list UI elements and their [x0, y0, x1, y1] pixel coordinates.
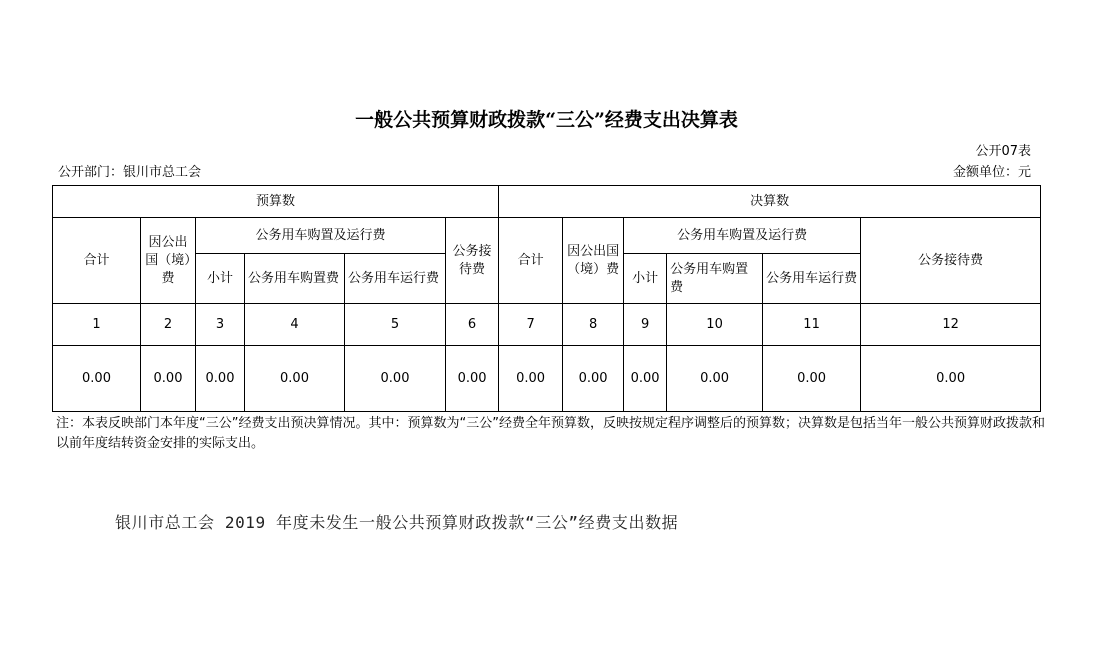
amount-unit-label: 金额单位：元 [952, 165, 1031, 180]
value-cell: 0.00 [763, 346, 861, 412]
budget-vehicle-purchase-header: 公务用车购置费 [245, 254, 345, 304]
page-title: 一般公共预算财政拨款“三公”经费支出决算表 [355, 109, 738, 131]
col-number: 2 [141, 304, 196, 346]
value-cell: 0.00 [861, 346, 1041, 412]
col-number: 7 [499, 304, 563, 346]
table-note: 注：本表反映部门本年度“三公”经费支出预决算情况。其中：预算数为“三公”经费全年预算数，反映按规定程序调整后的预算数；决算数是包括当年一般公共预算财政拨款和以前年度结转资金安排的实际支出。 [56, 416, 1045, 451]
form-number: 公开07表 [975, 144, 1031, 159]
statement-text: 银川市总工会 2019 年度未发生一般公共预算财政拨款“三公”经费支出数据 [115, 513, 679, 532]
col-number: 6 [446, 304, 499, 346]
col-number: 5 [345, 304, 446, 346]
header-row-2 [53, 218, 1041, 254]
col-number: 9 [624, 304, 667, 346]
value-cell: 0.00 [345, 346, 446, 412]
final-total-header: 合计 [499, 218, 563, 304]
value-cell: 0.00 [499, 346, 563, 412]
final-vehicle-group-header: 公务用车购置及运行费 [624, 218, 861, 254]
col-number: 12 [861, 304, 1041, 346]
header-row-1 [53, 186, 1041, 218]
budget-subtotal-header: 小计 [196, 254, 245, 304]
final-vehicle-operation-header: 公务用车运行费 [763, 254, 861, 304]
value-cell: 0.00 [53, 346, 141, 412]
value-cell: 0.00 [446, 346, 499, 412]
final-overseas-header: 因公出国（境）费 [563, 218, 624, 304]
budget-vehicle-operation-header: 公务用车运行费 [345, 254, 446, 304]
column-number-row [53, 304, 1041, 346]
value-row [53, 346, 1041, 412]
col-number: 1 [53, 304, 141, 346]
final-header: 决算数 [499, 186, 1041, 218]
department-label: 公开部门：银川市总工会 [58, 165, 202, 180]
budget-vehicle-group-header: 公务用车购置及运行费 [196, 218, 446, 254]
value-cell: 0.00 [196, 346, 245, 412]
col-number: 3 [196, 304, 245, 346]
final-reception-header: 公务接待费 [861, 218, 1041, 304]
final-subtotal-header: 小计 [624, 254, 667, 304]
final-vehicle-purchase-header: 公务用车购置费 [667, 254, 763, 304]
col-number: 4 [245, 304, 345, 346]
col-number: 11 [763, 304, 861, 346]
budget-reception-header: 公务接待费 [446, 218, 499, 304]
col-number: 8 [563, 304, 624, 346]
value-cell: 0.00 [141, 346, 196, 412]
value-cell: 0.00 [624, 346, 667, 412]
value-cell: 0.00 [245, 346, 345, 412]
expense-table [52, 185, 1041, 412]
value-cell: 0.00 [667, 346, 763, 412]
budget-overseas-header: 因公出国（境）费 [141, 218, 196, 304]
budget-header: 预算数 [53, 186, 499, 218]
value-cell: 0.00 [563, 346, 624, 412]
budget-total-header: 合计 [53, 218, 141, 304]
col-number: 10 [667, 304, 763, 346]
